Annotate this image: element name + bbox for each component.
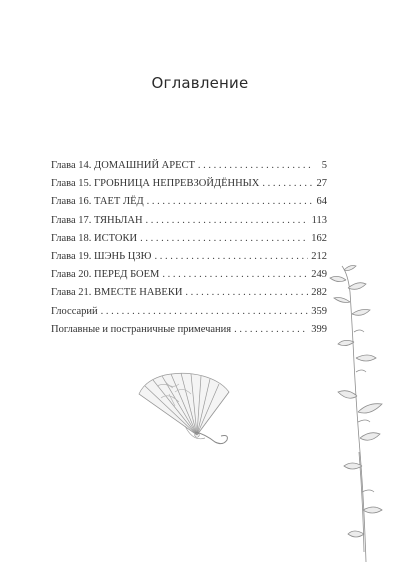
toc-entry[interactable] [51,251,327,269]
toc-entry-page: 282 [311,287,327,299]
toc-entry[interactable] [51,178,327,196]
table-of-contents [51,160,327,342]
toc-entry-label: Глава 21. ВМЕСТЕ НАВЕКИ [51,287,183,299]
toc-entry-page: 27 [316,178,327,190]
toc-entry[interactable] [51,287,327,305]
toc-entry-page: 359 [311,305,327,317]
toc-entry[interactable] [51,269,327,287]
toc-entry-page: 64 [316,196,327,208]
dot-leader [154,251,308,262]
dot-leader [198,160,314,171]
toc-entry-label: Глава 15. ГРОБНИЦА НЕПРЕВЗОЙДЁННЫХ [51,178,260,190]
dot-leader [146,215,309,226]
dot-leader [262,178,313,189]
toc-entry[interactable] [51,215,327,233]
toc-entry-label: Глава 16. ТАЕТ ЛЁД [51,196,144,208]
toc-entry-label: Глава 14. ДОМАШНИЙ АРЕСТ [51,160,195,171]
toc-entry-label: Поглавные и постраничные примечания [51,323,232,335]
toc-entry-label: Глава 17. ТЯНЬЛАН [51,214,143,226]
dot-leader [162,269,308,280]
toc-entry-page: 212 [311,250,327,262]
toc-entry-page: 249 [311,269,327,281]
dot-leader [101,306,309,317]
bamboo-branch-icon [320,262,398,562]
toc-entry[interactable] [51,233,327,251]
toc-entry-label: Глоссарий [51,305,98,317]
toc-entry-label: Глава 19. ШЭНЬ ЦЗЮ [51,250,152,262]
toc-entry-label: Глава 18. ИСТОКИ [51,232,138,244]
page-title: Оглавление [151,74,249,92]
toc-entry-page: 399 [311,323,327,335]
dot-leader [147,196,314,207]
toc-entry-page: 5 [321,160,327,171]
dot-leader [185,287,308,298]
toc-entry[interactable] [51,324,327,342]
folding-fan-icon [135,372,247,447]
toc-entry-page: 162 [311,232,327,244]
toc-entry-label: Глава 20. ПЕРЕД БОЕМ [51,269,160,281]
dot-leader [234,324,308,335]
toc-entry[interactable] [51,160,327,178]
toc-entry-page: 113 [311,214,327,226]
toc-entry[interactable] [51,196,327,214]
dot-leader [140,233,308,244]
toc-entry[interactable] [51,306,327,324]
